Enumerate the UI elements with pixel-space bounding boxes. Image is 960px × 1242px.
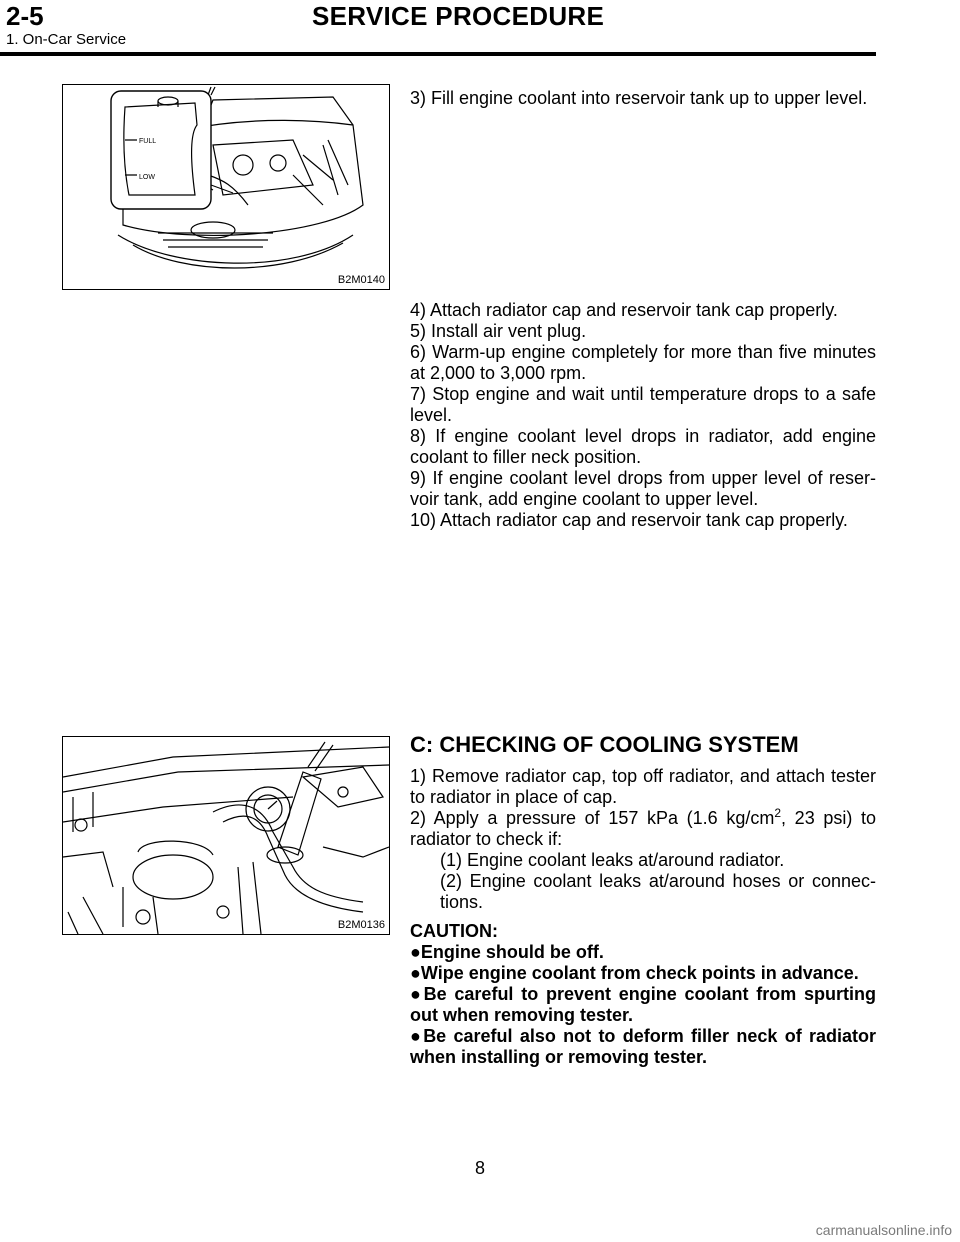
step-4: 4) Attach radiator cap and reservoir tank cap properly. bbox=[410, 300, 838, 320]
bullet-icon: ● bbox=[410, 942, 421, 962]
sub-step-1: (1) Engine coolant leaks at/around radiator. bbox=[440, 850, 785, 870]
caution-item: ●Wipe engine coolant from check points in advance. bbox=[410, 963, 859, 983]
bullet-icon: ● bbox=[410, 984, 424, 1004]
figure-code: B2M0136 bbox=[337, 919, 385, 931]
watermark: carmanualsonline.info bbox=[815, 1222, 952, 1238]
steps-b bbox=[410, 300, 876, 531]
radiator-tester-illustration bbox=[63, 737, 389, 934]
page-number: 8 bbox=[474, 1158, 485, 1178]
caution-item: ●Be careful to prevent engine coolant from spurting out when removing tester. bbox=[410, 984, 876, 1025]
breadcrumb: 1. On-Car Service bbox=[6, 31, 127, 48]
sub-step-2: (2) Engine coolant leaks at/around hoses or connec- tions. bbox=[440, 871, 876, 912]
section-number: 2-5 bbox=[6, 1, 44, 31]
step-9: 9) If engine coolant level drops from upper level of reser- voir tank, add engine coolant to upper level. bbox=[410, 468, 876, 509]
step-3: 3) Fill engine coolant into reservoir tank up to upper level. bbox=[410, 88, 868, 108]
figure-reservoir-tank bbox=[62, 84, 390, 290]
step-7: 7) Stop engine and wait until temperature drops to a safe level. bbox=[410, 384, 876, 425]
low-mark-label: LOW bbox=[139, 174, 155, 181]
step-10: 10) Attach radiator cap and reservoir tank cap properly. bbox=[410, 510, 848, 530]
engine-bay-illustration bbox=[63, 85, 389, 289]
caution-item: ●Engine should be off. bbox=[410, 942, 604, 962]
page-title: SERVICE PROCEDURE bbox=[312, 1, 605, 31]
caution-item: ●Be careful also not to deform filler neck of radiator when installing or removing tester. bbox=[410, 1026, 877, 1067]
step-5: 5) Install air vent plug. bbox=[410, 321, 587, 341]
figure-radiator-tester bbox=[62, 736, 390, 935]
caution-label: CAUTION: bbox=[410, 921, 498, 941]
step-c-2: 2) Apply a pressure of 157 kPa (1.6 $kg/cm^2$, 23 psi) to radiator to check if: bbox=[410, 806, 877, 849]
step-8: 8) If engine coolant level drops in radiator, add engine coolant to filler neck position. bbox=[410, 426, 876, 467]
step-6: 6) Warm-up engine completely for more than five minutes at 2,000 to 3,000 rpm. bbox=[410, 342, 876, 383]
bullet-icon: ● bbox=[410, 963, 421, 983]
section-c-body bbox=[410, 766, 876, 1068]
steps-a bbox=[410, 88, 876, 109]
step-c-1: 1) Remove radiator cap, top off radiator, and attach tester to radiator in place of cap. bbox=[410, 766, 876, 807]
figure-code: B2M0140 bbox=[337, 274, 385, 286]
section-heading: C: CHECKING OF COOLING SYSTEM bbox=[410, 732, 799, 757]
full-mark-label: FULL bbox=[139, 138, 157, 145]
bullet-icon: ● bbox=[410, 1026, 424, 1046]
header-rule bbox=[0, 52, 876, 56]
